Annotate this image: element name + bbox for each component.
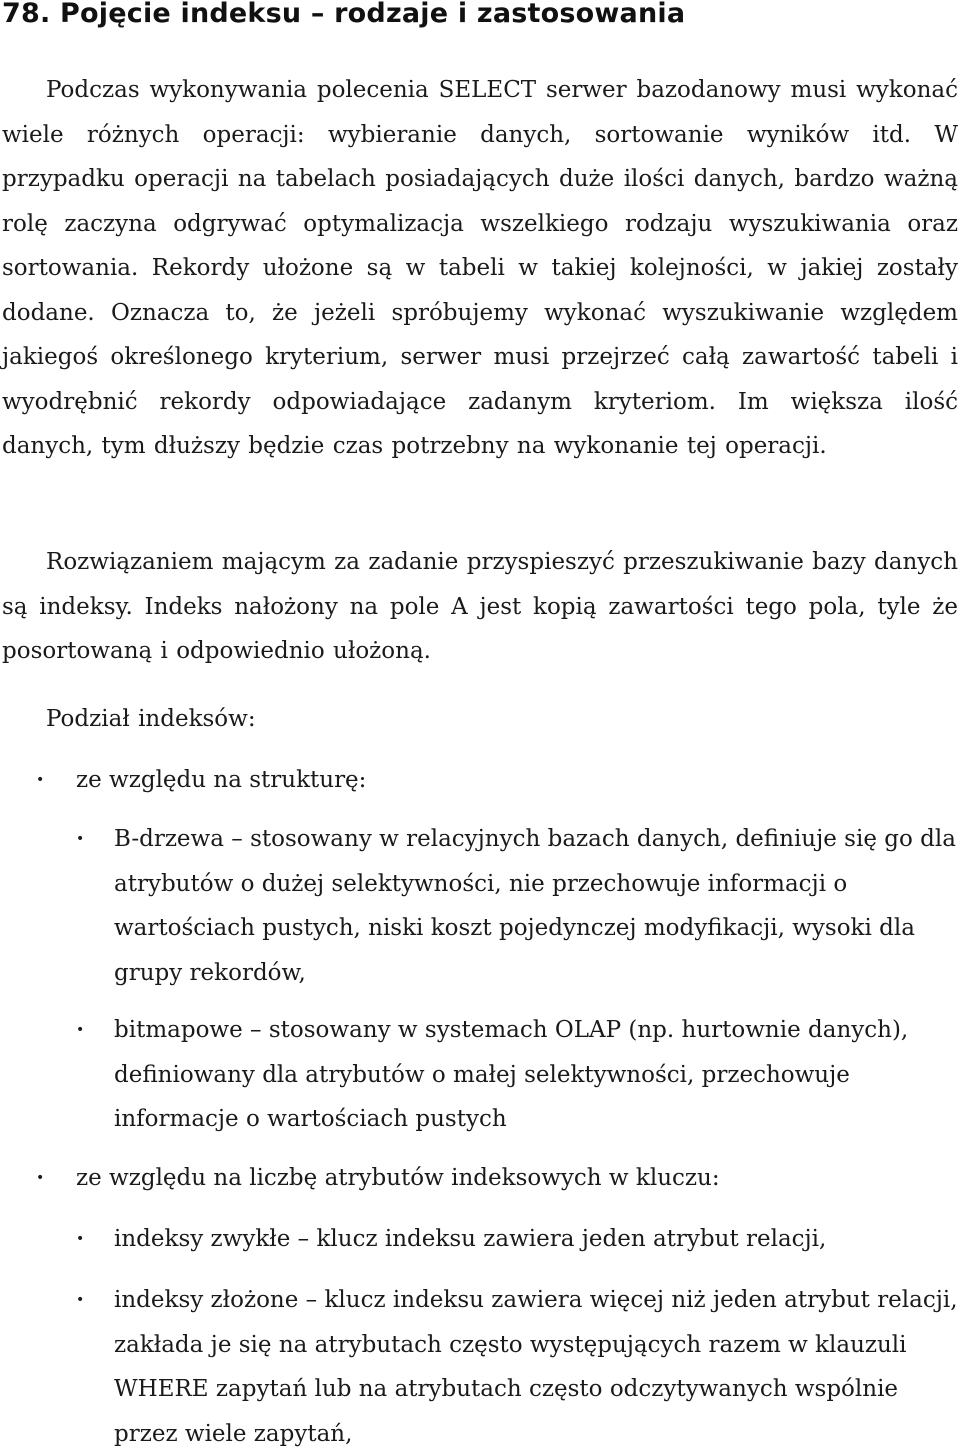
- paragraph-indexes: Rozwiązaniem mającym za zadanie przyspieszyć przeszukiwanie bazy danych są indeksy. Indeks nałożony na pole A jest kopią zawartości tego pola, tyle że posortowaną i odpowiednio ułożoną.: [2, 549, 958, 664]
- list-item-composite-index: [76, 1278, 958, 1456]
- list-item-bitmap: [76, 1008, 958, 1142]
- list-item-text: bitmapowe – stosowany w systemach OLAP (np. hurtownie danych), definiowany dla atrybutów o małej selektywności, przechowuje informacje o wartościach pustych: [114, 1017, 909, 1132]
- paragraph-index-types: Podział indeksów:: [46, 706, 256, 732]
- bullet-icon: •: [76, 1231, 85, 1247]
- bullet-icon: •: [36, 772, 45, 788]
- page-title: 78. Pojęcie indeksu – rodzaje i zastosowania: [2, 0, 686, 29]
- list-item-structure: [36, 758, 956, 803]
- list-item-label: ze względu na strukturę:: [76, 767, 367, 793]
- paragraph-intro: Podczas wykonywania polecenia SELECT serwer bazodanowy musi wykonać wiele różnych operacji: wybieranie danych, sortowanie wyników itd. W przypadku operacji na tabelach posiadających duże ilości danych, bardzo ważną rolę zaczyna odgrywać optymalizacja wszelkiego rodzaju wyszukiwania oraz sortowania. Rekordy ułożone są w tabeli w takiej kolejności, w jakiej zostały dodane. Oznacza to, że jeżeli spróbujemy wykonać wyszukiwanie względem jakiegoś określonego kryterium, serwer musi przejrzeć całą zawartość tabeli i wyodrębnić rekordy odpowiadające zadanym kryteriom. Im większa ilość danych, tym dłuższy będzie czas potrzebny na wykonanie tej operacji.: [2, 77, 958, 459]
- list-item-text: indeksy złożone – klucz indeksu zawiera więcej niż jeden atrybut relacji, zakłada je się na atrybutach często występujących razem w klauzuli WHERE zapytań lub na atrybutach często odczytywanych wspólnie przez wiele zapytań,: [114, 1287, 958, 1447]
- bullet-icon: •: [76, 831, 85, 847]
- list-item-label: ze względu na liczbę atrybutów indeksowych w kluczu:: [76, 1165, 720, 1191]
- list-item-text: indeksy zwykłe – klucz indeksu zawiera jeden atrybut relacji,: [114, 1226, 827, 1252]
- bullet-icon: •: [76, 1292, 85, 1308]
- list-item-text: B-drzewa – stosowany w relacyjnych bazach danych, definiuje się go dla atrybutów o dużej selektywności, nie przechowuje informacji o wartościach pustych, niski koszt pojedynczej modyfikacji, wysoki dla grupy rekordów,: [114, 826, 956, 986]
- bullet-icon: •: [76, 1022, 85, 1038]
- bullet-icon: •: [36, 1170, 45, 1186]
- list-item-attribute-count: [36, 1156, 956, 1201]
- list-item-b-tree: [76, 817, 958, 995]
- list-item-simple-index: [76, 1217, 958, 1262]
